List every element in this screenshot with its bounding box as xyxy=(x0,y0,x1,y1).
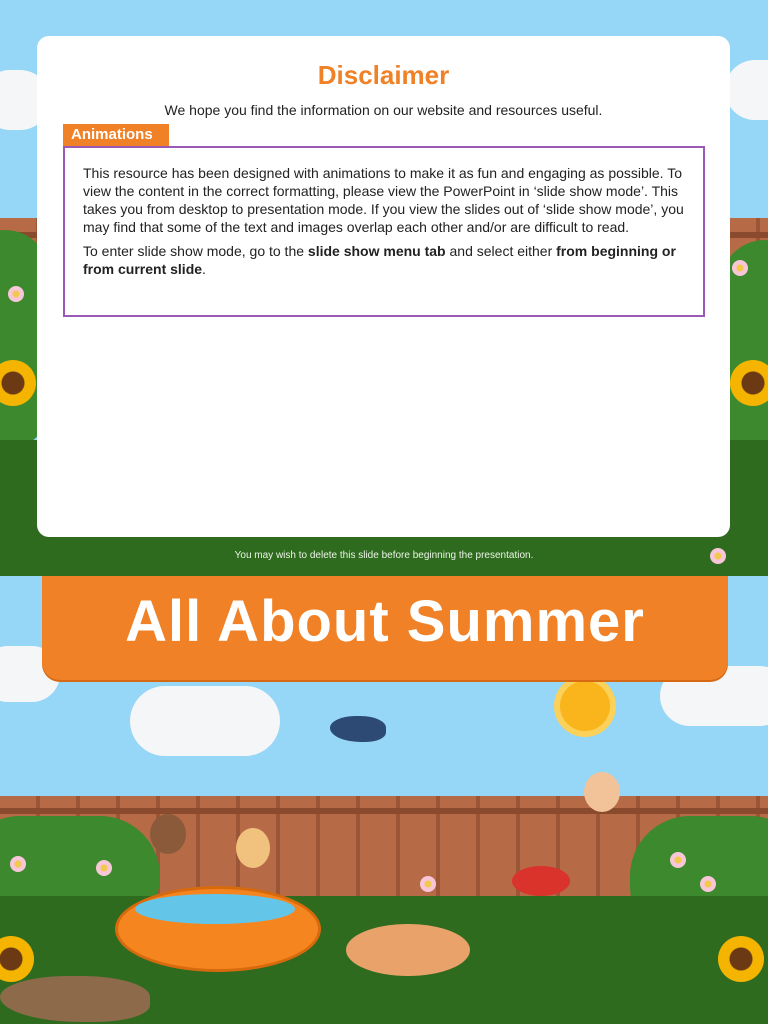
animations-paragraph: This resource has been designed with animations to make it as fun and engaging as possible. To view the content in the correct formatting, please view the PowerPoint in ‘slide show mode’. This takes you from desktop to presentation mode. If you view the slides out of ‘slide show mode’, you may find that some of the text and images overlap each other and/or are difficult to read. xyxy=(83,165,684,235)
sunflower xyxy=(718,936,764,982)
sun-hat xyxy=(346,924,470,976)
title-slide xyxy=(0,576,768,1024)
instruction-text: and select either xyxy=(445,243,557,259)
flower xyxy=(8,286,24,302)
slide-title: All About Summer xyxy=(125,589,645,654)
sun xyxy=(560,681,610,731)
child xyxy=(236,828,270,868)
instruction-menu-tab: slide show menu tab xyxy=(307,243,446,259)
fence-rail xyxy=(0,808,768,814)
flower xyxy=(732,260,748,276)
flower xyxy=(10,856,26,872)
flower xyxy=(96,860,112,876)
flower xyxy=(420,876,436,892)
slideshow-instructions xyxy=(83,242,685,278)
sunflower xyxy=(730,360,768,406)
flower xyxy=(670,852,686,868)
barbecue-grill xyxy=(512,866,570,896)
flower xyxy=(700,876,716,892)
instruction-options: from beginning or from current slide xyxy=(83,243,676,277)
delete-slide-note: You may wish to delete this slide before beginning the presentation. xyxy=(234,550,534,561)
animations-info-box xyxy=(63,146,705,317)
instruction-text: . xyxy=(202,261,206,277)
animations-tab-label: Animations xyxy=(63,124,169,146)
cloud xyxy=(130,686,280,756)
disclaimer-card xyxy=(37,36,730,537)
adult-barbecuing xyxy=(584,772,620,812)
disclaimer-title: Disclaimer xyxy=(317,60,450,90)
disclaimer-subtitle: We hope you find the information on our website and resources useful. xyxy=(164,102,603,118)
child xyxy=(150,814,186,854)
instruction-text: To enter slide show mode, go to the xyxy=(83,243,308,259)
pool-water xyxy=(135,894,295,924)
title-banner xyxy=(42,576,728,680)
